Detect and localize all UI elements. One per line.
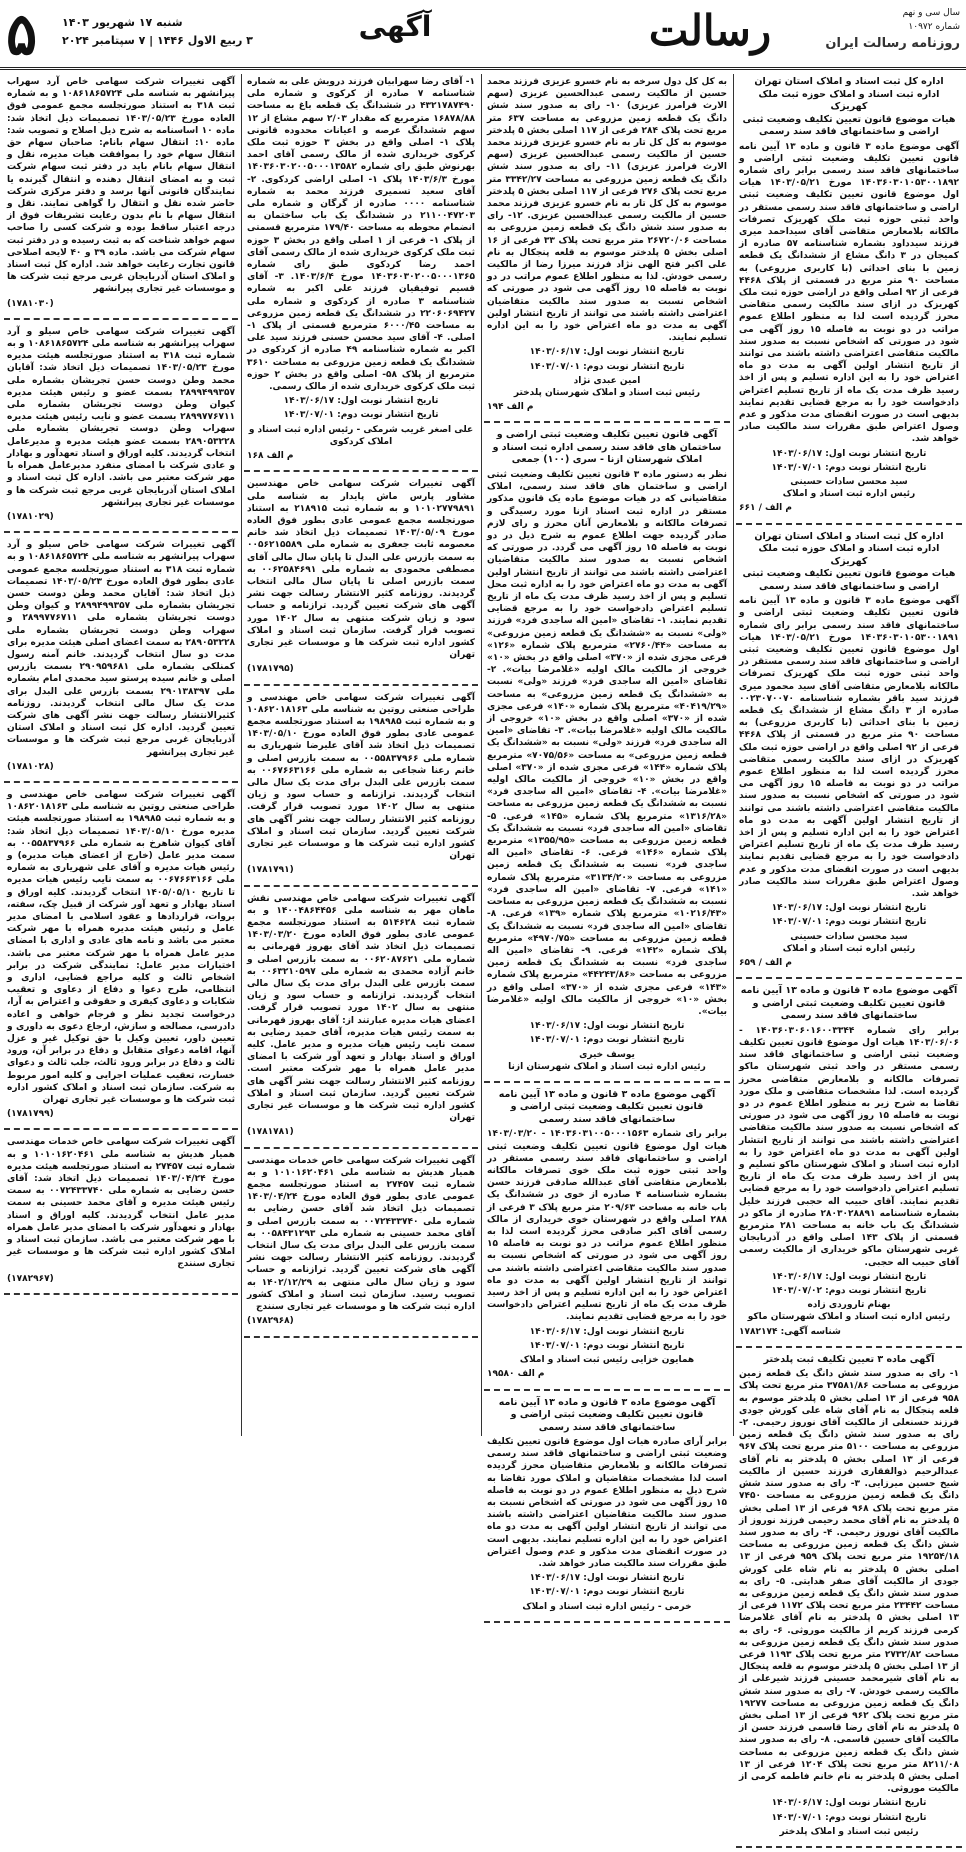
notice-code: (۱۷۸۲۹۶۸) bbox=[247, 1316, 294, 1327]
notice-body: برابر آرای صادره هیات اول موضوع قانون تعیین تکلیف وضعیت ثبتی اراضی و ساختمانهای فاقد سند رسمی تصرفات مالکانه و بلامعارض متقاضیان محرز گردیده است لذا مشخصات متقاضیان و املاک مورد تقاضا به شرح ذیل به منظور اطلاع عموم در دو نوبت به فاصله ۱۵ روز آگهی می شود در صورتی که اشخاص نسبت به صدور سند مالکیت متقاضیان اعتراضی داشته باشند می توانند از تاریخ انتشار اولین آگهی به مدت دو ماه اعتراض خود را به این اداره تسلیم نمایند. بدیهی است در صورت انقضای مدت مذکور و عدم وصول اعتراض طبق مقررات سند مالکیت صادر خواهد شد. bbox=[487, 1437, 727, 1570]
notice-body: برابر رای شماره ۱۴۰۳۶۰۳۰۶۰۱۶۰۰۳۳۴۴ - ۱۴۰۳/۰۶/۰۶ هیات اول موضوع قانون تعیین تکلیف وضعیت ثبتی اراضی و ساختمانهای فاقد سند رسمی مستقر در واحد ثبتی شهرستان ماکو تصرفات مالکانه و بلامعارض متقاضی محرز گردیده است. لذا مشخصات متقاضی و ملک مورد تقاضا به شرح زیر به منظور اطلاع عموم در دو نوبت به فاصله ۱۵ روز آگهی می شود در صورتی که اشخاص نسبت به صدور سند مالکیت متقاضی اعتراضی داشته باشند می توانند از تاریخ انتشار اولین آگهی به مدت دو ماه اعتراض خود را به اداره ثبت اسناد و املاک شهرستان ماکو تسلیم و پس از اخذ رسید ظرف مدت یک ماه از تاریخ تسلیم اعتراض دادخواست خود را به مرجع قضایی تقدیم نمایند. آقای حبیب اله حجبی فرزند خلیل بشماره شناسنامه ۲۸۰۳۰۲۸۸۹۱ صادره از ماکو در ششدانگ یک باب خانه به مساحت ۲۸۱ مترمربع قسمتی از پلاک ۱۴۳ اصلی واقع در آذربایجان غربی شهرستان ماکو خریداری از مالکیت رسمی آقای حبیب اله حجبی. bbox=[739, 1025, 959, 1268]
notice-body: آگهی موضوع ماده ۳ قانون و ماده ۱۳ آیین نامه قانون تعیین تکلیف وضعیت ثبتی اراضی و ساختمانهای فاقد سند رسمی برابر رای شماره ۱۴۰۳۶۰۳۰۱۰۵۳۰۰۱۸۹۱ مورخ ۱۴۰۳/۰۵/۲۱ هیات اول موضوع قانون تعیین تکلیف وضعیت ثبتی اراضی و ساختمانهای فاقد سند رسمی مستقر در واحد ثبتی حوزه ثبت ملک کهریزک تصرفات مالکانه بلامعارض متقاضی آقای سید محمود میری فرزند سید باقر بشماره شناسنامه ۰۰۲۳۰۷۰۰۷۰ صادره از ۳ دانگ مشاع از ششدانگ یک قطعه زمین با بنای احداثی (با کاربری مزروعی) به مساحت ۹۰ متر مربع در قسمتی از پلاک ۴۴۶۸ فرعی از ۹۲ اصلی واقع در اراضی حوزه ثبت ملک کهریزک در ازای سند مالکیت رسمی متقاضی محرز گردیده است لذا به منظور اطلاع عموم مراتب در دو نوبت به فاصله ۱۵ روز آگهی می شود در صورتی که اشخاص نسبت به صدور سند مالکیت متقاضی اعتراضی داشته باشند می توانند از تاریخ انتشار اولین آگهی به مدت دو ماه اعتراض خود را به این اداره تسلیم و پس از اخذ رسید ظرف مدت یک ماه از تاریخ تسلیم اعتراض دادخواست خود را به مرجع قضایی تقدیم نمایند بدیهی است در صورت انقضای مدت مذکور و عدم وصول اعتراض طبق مقررات سند مالکیت صادر خواهد شد. bbox=[739, 596, 959, 899]
notice-separator bbox=[4, 1293, 238, 1295]
publish-date-1: تاریخ انتشار نوبت اول: ۱۴۰۳/۰۶/۱۷ bbox=[529, 1326, 685, 1337]
notice-code: (۱۷۸۱۰۲۸) bbox=[7, 761, 54, 772]
notice-body: برابر رای شماره ۱۴۰۳۶۰۳۱۰۰۵۰۰۰۱۵۶۳ - ۱۴۰۳/۰۳/۲۰ هیات اول موضوع قانون تعیین تکلیف وضعیت ثبتی اراضی و ساختمانهای فاقد سند رسمی مستقر در واحد ثبتی حوزه ثبت ملک خوی تصرفات مالکانه بلامعارض متقاضی آقای عبدالله صادقی فرزند حسن بشماره شناسنامه ۴ صادره از خوی در ششدانگ یک باب خانه به مساحت ۲۰۹/۶۳ متر مربع پلاک ۳ فرعی از ۲۸۸ اصلی واقع در شهرستان خوی خریداری از مالک رسمی آقای اکبر صادقی محرز گردیده است لذا به منظور اطلاع عموم مراتب در دو نوبت به فاصله ۱۵ روز آگهی می شود در صورتی که اشخاص نسبت به صدور سند مالکیت متقاضی اعتراضی داشته باشند می توانند از تاریخ انتشار اولین آگهی به مدت دو ماه اعتراض خود را به این اداره تسلیم و پس از اخذ رسید ظرف مدت یک ماه از تاریخ تسلیم اعتراض دادخواست خود را به مرجع قضایی تقدیم نمایند. bbox=[487, 1129, 727, 1323]
page-number: ۵ bbox=[6, 0, 38, 68]
notice-signature: خرمی - رئیس اداره ثبت اسناد و املاک bbox=[522, 1601, 692, 1612]
legal-notice bbox=[736, 529, 962, 974]
volume-line: سال سی و نهم bbox=[902, 8, 960, 18]
notice-separator bbox=[484, 1621, 730, 1623]
notice-code: م الف ۱۶۸ bbox=[247, 451, 294, 462]
notice-separator bbox=[244, 885, 478, 887]
publish-date-1: تاریخ انتشار نوبت اول: ۱۴۰۳/۰۶/۱۷ bbox=[529, 1573, 685, 1584]
notice-code: (۱۷۸۱۰۲۹) bbox=[7, 511, 54, 522]
legal-notice bbox=[484, 427, 730, 1076]
notice-code: م الف ۱۹۴ bbox=[487, 402, 534, 413]
legal-notice bbox=[4, 537, 238, 777]
publish-date-2: تاریخ انتشار نوبت دوم: ۱۴۰۳/۰۷/۰۱ bbox=[771, 917, 927, 928]
notice-code: (۱۷۸۱۷۹۵) bbox=[247, 664, 294, 675]
notice-body: آگهی تغییرات شرکت سهامی خاص مهندسی نقش ماهان مهر به شناسه ملی ۱۴۰۰۴۸۶۴۴۵۶ و به شماره ثبت ۵۱۴۶۲۸ به استناد صورتجلسه مجمع عمومی عادی بطور فوق العاده مورخ ۱۴۰۳/۰۳/۲۰ تصمیمات ذیل اتخاذ شد آقای بهروز قهرمانی به شماره ملی ۰۰۶۲۰۸۷۶۲۱ به سمت بازرس اصلی و خانم آزاده محمدی به شماره ملی ۰۰۶۳۲۱۰۵۹۷ به سمت بازرس علی البدل برای مدت یک سال مالی انتخاب گردیدند. ترازنامه و حساب سود و زیان منتهی به سال ۱۴۰۲ مورد تصویب قرار گرفت. اعضای هیات مدیره عبارتند از: آقای بهروز قهرمانی به سمت رئیس هیات مدیره، آقای حمید رضایی به سمت نایب رئیس هیات مدیره و مدیر عامل. کلیه اوراق و اسناد بهادار و تعهد آور شرکت با امضای مدیر عامل همراه با مهر شرکت معتبر است. روزنامه کثیر الانتشار رسالت جهت نشر آگهی های شرکت تعیین گردید. سازمان ثبت اسناد و املاک کشور اداره ثبت شرکت ها و موسسات غیر تجاری تهران bbox=[247, 893, 476, 1124]
notice-separator bbox=[736, 523, 962, 525]
notice-separator bbox=[244, 1336, 478, 1338]
column-divider bbox=[733, 74, 734, 1436]
legal-notice bbox=[484, 1395, 730, 1617]
notice-body: آگهی تغییرات شرکت سهامی خاص خدمات مهندسی همیار هدیش به شناسه ملی ۱۰۱۰۱۶۲۰۴۶۱ و به شماره ثبت ۲۷۴۵۷ به استناد صورتجلسه هیئت مدیره مورخ ۱۴۰۳/۰۴/۲۴ تصمیمات ذیل اتخاذ شد: آقای حسن رضایی به شماره ملی ۰۰۷۲۴۳۳۷۴۰ به سمت رئیس هیئت مدیره و آقای محمد حسینی به سمت مدیر عامل انتخاب گردیدند. کلیه اوراق و اسناد بهادار و تعهدآور شرکت با امضای مدیر عامل همراه با مهر شرکت معتبر می باشد. سازمان ثبت اسناد و املاک کشور اداره ثبت شرکت ها و موسسات غیر تجاری سنندج bbox=[7, 1137, 236, 1270]
notice-code: م الف / ۶۶۱ bbox=[739, 503, 792, 514]
legal-notice bbox=[736, 983, 962, 1342]
notice-code: (۱۷۸۲۹۶۷) bbox=[7, 1273, 54, 1284]
notice-body: آگهی تغییرات شرکت سهامی خاص مهندسی و طراحی صنعتی روتین به شناسه ملی ۱۰۸۶۲۰۱۸۱۶۳ و به شماره ثبت ۱۹۸۹۸۵ به استناد صورتجلسه هیئت مدیره مورخ ۱۴۰۳/۰۵/۱۰ تصمیمات ذیل اتخاذ شد: آقای کیوان شاهرخ به شماره ملی ۰۰۵۵۸۳۷۹۶۶ به سمت مدیر عامل (خارج از اعضای هیات مدیره) و رئیس هیات مدیره و آقای علی شهریاری به شماره ملی ۰۰۶۷۶۶۳۱۶۶ به سمت نایب رئیس هیات مدیره تا تاریخ ۱۴۰۵/۰۵/۱۰ انتخاب گردیدند. کلیه اوراق و اسناد بهادار و تعهد آور شرکت از قبیل چک، سفته، بروات، قراردادها و عقود اسلامی با امضای مدیر عامل و رئیس هیئت مدیره همراه با مهر شرکت معتبر می باشد و نامه های عادی و اداری با امضای مدیر عامل همراه با مهر شرکت معتبر می باشد. اختیارات مدیر عامل: نمایندگی شرکت در برابر اشخاص ثالث و کلیه مراجع قضایی، اداری و انتظامی، طرح دعوا و دفاع از دعاوی و تعقیب شکایات و دعاوی کیفری و حقوقی و اعتراض به آرا، درخواست تجدید نظر و فرجام خواهی و اعاده دادرسی، مصالحه و سازش، ارجاع دعوی به داوری و تعیین داور، تعیین وکیل با حق توکیل غیر و عزل آنها، اقامه دعوای متقابل و دفاع در برابر آن، ورود ثالث و دفاع در برابر ورود ثالث، جلب ثالث و دعوای خسارت، تعقیب عملیات اجرایی و کلیه امور مربوط به شرکت. سازمان ثبت اسناد و املاک کشور اداره ثبت شرکت ها و موسسات غیر تجاری تهران bbox=[7, 789, 235, 1106]
column-divider bbox=[241, 74, 242, 1436]
notice-title: آگهی قانون تعیین تکلیف وضعیت ثبتی اراضی و ساختمان های فاقد سند رسمی اداره ثبت اسناد و املاک شهرستان ازنا - سری (۱۰۰) جمعی bbox=[492, 429, 722, 466]
notice-title: آگهی موضوع ماده ۳ قانون و ماده ۱۳ آیین نامه قانون تعیین تکلیف وضعیت ثبتی اراضی و ساختمانهای فاقد سند رسمی bbox=[740, 985, 958, 1022]
notice-code: (۱۷۸۱۰۳۰) bbox=[7, 298, 54, 309]
notice-code: م الف ۱۹۵۸۰ bbox=[487, 1369, 545, 1380]
notice-title: اداره کل ثبت اسناد و املاک استان تهران اداره ثبت اسناد و املاک حوزه ثبت ملک کهریزک هیات موضوع قانون تعیین تکلیف وضعیت ثبتی اراضی و ساختمانهای فاقد سند رسمی bbox=[742, 530, 956, 592]
legal-notice bbox=[4, 74, 238, 314]
notice-code: شناسه آگهی: ۱۷۸۲۱۷۴ bbox=[739, 1326, 841, 1337]
notice-signature: سید محسن سادات حسینی رئیس اداره ثبت اسناد و املاک bbox=[782, 931, 916, 954]
notice-separator bbox=[4, 781, 238, 783]
notice-body: آگهی تغییرات شرکت سهامی خاص آرد سهراب پیرانشهر به شناسه ملی ۱۰۸۶۱۸۶۵۷۲۴ و به شماره ثبت ۳۱۸ به استناد صورتجلسه مجمع عمومی فوق العاده مورخ ۱۴۰۳/۰۵/۲۳ تصمیمات ذیل اتخاذ شد: ماده ۱۰ اساسنامه به شرح ذیل اصلاح و تصویب شد: ماده ۱۰: انتقال سهام بانام: صاحبان سهام حق انتقال سهام خود را بموافقت هیات مدیره، نقل و انتقال سهام بانام باید در دفتر ثبت سهام شرکت ثبت و به امضای انتقال دهنده و انتقال گیرنده یا نمایندگان قانونی آنها برسد و دفتر مرکزی شرکت حاضر شده نقل و انتقال را گواهی نمایند. نقل و انتقال سهام با نام بدون رعایت تشریفات فوق از درجه اعتبار ساقط بوده و شرکت کسی را صاحب سهم خواهد شناخت که به ثبت رسیده و در دفتر ثبت سهام شرکت می باشد. ماده ۳۹ و ۴۰ لایحه اصلاحی قانون تجارت رعایت خواهد شد. اداره کل ثبت اسناد و املاک استان آذربایجان غربی مرجع ثبت شرکت ها و موسسات غیر تجاری پیرانشهر bbox=[7, 77, 236, 295]
legal-notice bbox=[484, 74, 730, 417]
notice-separator bbox=[736, 1846, 962, 1848]
notice-separator bbox=[244, 684, 478, 686]
newspaper-logo: رسالت bbox=[648, 6, 772, 55]
notice-body: نظر به دستور ماده ۳ قانون تعیین تکلیف وضعیت ثبتی اراضی و ساختمان های فاقد سند رسمی، املاک متقاضیانی که در هیات موضوع ماده یک قانون مذکور مستقر در اداره ثبت اسناد ازنا مورد رسیدگی و تصرفات مالکانه و بلامعارض آنان محرز و رای لازم صادر گردیده جهت اطلاع عموم به شرح ذیل در دو نوبت به فاصله ۱۵ روز آگهی می گردد. در صورتی که اشخاص نسبت به صدور سند مالکیت متقاضیان اعتراضی داشته باشند می توانند از تاریخ انتشار اولین آگهی به مدت دو ماه اعتراض خود را به اداره ثبت محل تسلیم و پس از اخذ رسید ظرف مدت یک ماه از تاریخ تسلیم اعتراض دادخواست خود را به مرجع قضایی تقدیم نمایند. ۱- تقاضای «امین اله ساجدی فرد» فرزند «ولی» نسبت به «ششدانگ یک قطعه زمین مزروعی» به مساحت «۲۷۶۰/۴۴» مترمربع پلاک شماره «۱۲۶» فرعی مجزی شده از «۳۷۰» اصلی واقع در بخش «۱۰» خروجی از مالکیت مالک اولیه «غلامرضا بیات». ۲- تقاضای «امین اله ساجدی فرد» فرزند «ولی» نسبت به «ششدانگ یک قطعه زمین مزروعی» به مساحت «۴۰۴۱۹/۲۹» مترمربع پلاک شماره «۱۴۰» فرعی مجزی شده از «۳۷۰» اصلی واقع در بخش «۱۰» خروجی از مالکیت مالک اولیه «غلامرضا بیات». ۳- تقاضای «امین اله ساجدی فرد» فرزند «ولی» نسبت به «ششدانگ یک قطعه زمین مزروعی» به مساحت «۷۰۷۵/۵۶» مترمربع پلاک شماره «۱۴۴» فرعی مجزی شده از «۳۷۰» اصلی واقع در بخش «۱۰» خروجی از مالکیت مالک اولیه «غلامرضا بیات». ۴- تقاضای «امین اله ساجدی فرد» نسبت به ششدانگ یک قطعه زمین مزروعی به مساحت «۱۳۱۶/۲۸» مترمربع پلاک شماره «۱۴۵» فرعی. ۵- تقاضای «امین اله ساجدی فرد» نسبت به ششدانگ یک قطعه زمین مزروعی به مساحت «۱۳۵۵/۹۵» مترمربع پلاک شماره «۱۴۶» فرعی. ۶- تقاضای «امین اله ساجدی فرد» نسبت به ششدانگ یک قطعه زمین مزروعی به مساحت «۳۱۳۴/۲۰» مترمربع پلاک شماره «۱۴۱» فرعی. ۷- تقاضای «امین اله ساجدی فرد» نسبت به ششدانگ یک قطعه زمین مزروعی به مساحت «۱۰۲۱۶/۴۳» مترمربع پلاک شماره «۱۳۹» فرعی. ۸- تقاضای «امین اله ساجدی فرد» نسبت به ششدانگ یک قطعه زمین مزروعی به مساحت «۴۹۷۰/۷۵» مترمربع پلاک شماره «۱۴۲» فرعی. ۹- تقاضای «امین اله ساجدی فرد» نسبت به ششدانگ یک قطعه زمین مزروعی به مساحت «۴۴۲۴۳/۸۶» مترمربع پلاک شماره «۱۴۳» فرعی مجزی شده از «۳۷۰» اصلی واقع در بخش «۱۰» خروجی از مالکیت مالک اولیه «غلامرضا بیات». bbox=[487, 469, 728, 1017]
notice-body: آگهی تغییرات شرکت سهامی خاص سیلو و آرد سهراب پیرانشهر به شناسه ملی ۱۰۸۶۱۸۶۵۷۲۴ و به شماره ثبت ۳۱۸ به استناد صورتجلسه هیئت مدیره مورخ ۱۴۰۳/۰۵/۲۳ تصمیمات ذیل اتخاذ شد: آقایان محمد وطن دوست حسن تجریشان بشماره ملی ۲۸۹۹۴۹۹۳۵۷ بسمت عضو و رئیس هیئت مدیره کیوان وطن دوست تجریشان بشماره ملی ۲۸۹۹۷۷۶۷۱۱ بسمت عضو و نایب رئیس هیئت مدیره سهراب وطن دوست تجریشان بشماره ملی ۲۸۹۰۵۳۲۲۸ بسمت عضو هیئت مدیره و مدیرعامل انتخاب گردیدند. کلیه اوراق و اسناد تعهدآور و بهادار و عادی شرکت با امضای منفرد مدیرعامل همراه با مهر شرکت معتبر می باشد. اداره کل ثبت اسناد و املاک استان آذربایجان غربی مرجع ثبت شرکت ها و موسسات غیر تجاری پیرانشهر bbox=[7, 326, 236, 508]
publish-date-2: تاریخ انتشار نوبت دوم: ۱۴۰۳/۰۷/۰۱ bbox=[529, 1035, 685, 1046]
masthead bbox=[0, 0, 966, 70]
notice-separator bbox=[244, 470, 478, 472]
publish-date-2: تاریخ انتشار نوبت دوم: ۱۴۰۳/۰۷/۰۱ bbox=[529, 1340, 685, 1351]
notice-title: آگهی ماده ۳ تعیین تکلیف ثبت پلدختر bbox=[763, 1353, 935, 1365]
date-hijri-gregorian: ۳ ربیع الاول ۱۴۴۶ | ۷ سپتامبر ۲۰۲۴ bbox=[62, 34, 253, 47]
notice-body: آگهی موضوع ماده ۳ قانون و ماده ۱۳ آیین نامه قانون تعیین تکلیف وضعیت ثبتی اراضی و ساختمانهای فاقد سند رسمی برابر رای شماره ۱۴۰۳۶۰۳۰۱۰۵۳۰۰۱۸۹۲ مورخ ۱۴۰۳/۰۵/۲۱ هیات اول موضوع قانون تعیین تکلیف وضعیت ثبتی اراضی و ساختمانهای فاقد سند رسمی مستقر در واحد ثبتی حوزه ثبت ملک کهریزک تصرفات مالکانه بلامعارض متقاضی آقای سیداحمد میری فرزند سیدداود بشماره شناسنامه ۵۷ صادره از کمیجان در ۳ دانگ مشاع از ششدانگ یک قطعه زمین با بنای احداثی (با کاربری مزروعی) به مساحت ۹۰ متر مربع در قسمتی از پلاک ۴۴۶۸ فرعی از ۹۲ اصلی واقع در اراضی حوزه ثبت ملک کهریزک در ازای سند مالکیت رسمی متقاضی محرز گردیده است لذا به منظور اطلاع عموم مراتب در دو نوبت به فاصله ۱۵ روز آگهی می شود در صورتی که اشخاص نسبت به صدور سند مالکیت متقاضی اعتراضی داشته باشند می توانند از تاریخ انتشار اولین آگهی به مدت دو ماه اعتراض خود را به این اداره تسلیم و پس از اخذ رسید ظرف مدت یک ماه از تاریخ تسلیم اعتراض دادخواست خود را به مرجع قضایی تقدیم نمایند بدیهی است در صورت انقضای مدت مذکور و عدم وصول اعتراض طبق مقررات سند مالکیت صادر خواهد شد. bbox=[739, 141, 959, 445]
notice-body: به کل کل دول سرخه به نام خسرو عزیزی فرزند محمد حسین از مالکیت رسمی عبدالحسین عزیزی (سهم الارث فرامرز عزیزی) ۱۰- رای به صدور سند شش دانگ یک قطعه زمین مزروعی به مساحت ۶۳۷ متر مربع تحت پلاک ۲۸۴ فرعی از ۱۱۷ اصلی بخش ۵ پلدختر موسوم به کل کل تار به نام خسرو عزیزی فرزند محمد حسین از مالکیت رسمی عبدالحسین عزیزی (سهم الارث فرامرز عزیزی) ۱۱- رای به صدور سند شش دانگ یک قطعه زمین مزروعی به مساحت ۳۳۴۲/۲۷ متر مربع تحت پلاک ۲۷۶ فرعی از ۱۱۷ اصلی بخش ۵ پلدختر موسوم به کل کل تار به نام خسرو عزیزی فرزند محمد حسین از مالکیت رسمی عبدالحسین عزیزی. ۱۲- رای به صدور سند شش دانگ یک قطعه زمین مزروعی به مساحت ۲۶۷۲۰/۰۶ متر مربع تحت پلاک ۳۳ فرعی از ۱۶ اصلی بخش ۵ پلدختر موسوم به قلعه پنجکال به نام علی اکبر فتح الهی نژاد فرزند میرزا رضا از مالکیت رسمی خودش. لذا به منظور اطلاع عموم مراتب در دو نوبت به فاصله ۱۵ روز آگهی می شود در صورتی که اشخاص نسبت به صدور سند مالکیت متقاضیان اعتراضی داشته باشند می توانند از تاریخ انتشار اولین آگهی به مدت دو ماه اعتراض خود را به این اداره تسلیم نمایند. bbox=[487, 77, 728, 344]
publish-date-1: تاریخ انتشار نوبت اول: ۱۴۰۳/۰۶/۱۷ bbox=[771, 903, 927, 914]
notice-body: آگهی تغییرات شرکت سهامی خاص مهندسی و طراحی صنعتی روتین به شناسه ملی ۱۰۸۶۲۰۱۸۱۶۳ و به شماره ثبت ۱۹۸۹۸۵ به استناد صورتجلسه مجمع عمومی عادی بطور فوق العاده مورخ ۱۴۰۳/۰۵/۱۰ تصمیمات ذیل اتخاذ شد آقای علیرضا شهریاری به شماره ملی ۰۰۵۵۸۳۷۹۶۶ به سمت بازرس اصلی و خانم رعنا شجاعی به شماره ملی ۰۰۶۷۶۶۳۱۶۶ به سمت بازرس علی البدل برای مدت یک سال مالی انتخاب گردیدند. ترازنامه و حساب سود و زیان منتهی به سال ۱۴۰۲ مورد تصویب قرار گرفت. روزنامه کثیر الانتشار رسالت جهت نشر آگهی های شرکت تعیین گردید. سازمان ثبت اسناد و املاک کشور اداره ثبت شرکت ها و موسسات غیر تجاری تهران bbox=[247, 692, 475, 862]
publish-date-1: تاریخ انتشار نوبت اول: ۱۴۰۳/۰۶/۱۷ bbox=[529, 1021, 685, 1032]
legal-notice bbox=[244, 891, 478, 1143]
notice-title: آگهی موضوع ماده ۳ قانون و ماده ۱۳ آیین نامه قانون تعیین تکلیف وضعیت ثبتی اراضی و ساختمانهای فاقد سند رسمی bbox=[498, 1396, 716, 1433]
masthead-brand: روزنامه رسالت ایران bbox=[825, 36, 960, 51]
column-1 bbox=[736, 74, 962, 1852]
masthead-info bbox=[850, 6, 960, 34]
notice-body: آگهی تغییرات شرکت سهامی خاص مهندسین مشاور پارس ماش پایدار به شناسه ملی ۱۰۱۰۲۷۷۹۸۹۱ و به شماره ثبت ۲۱۸۹۱۵ به استناد صورتجلسه مجمع عمومی عادی بطور فوق العاده مورخ ۱۴۰۳/۰۵/۰۹ تصمیمات ذیل اتخاذ شد خانم معصومه ثابت جعفری به شماره ملی ۰۰۵۶۲۱۵۵۸۹ به سمت بازرس علی البدل تا پایان سال مالی آقای مصطفی محمودی به شماره ملی ۰۰۶۲۵۸۴۶۹۱ به سمت بازرس اصلی تا پایان سال مالی انتخاب گردیدند. روزنامه کثیر الانتشار رسالت جهت نشر آگهی های شرکت تعیین گردید. ترازنامه و حساب سود و زیان شرکت منتهی به سال ۱۴۰۲ مورد تصویب قرار گرفت. سازمان ثبت اسناد و املاک کشور اداره ثبت شرکت ها و موسسات غیر تجاری تهران bbox=[247, 479, 476, 661]
publish-date-1: تاریخ انتشار نوبت اول: ۱۴۰۳/۰۶/۱۷ bbox=[771, 448, 927, 459]
notice-code: (۱۷۸۱۷۹۱) bbox=[247, 865, 294, 876]
notice-separator bbox=[4, 318, 238, 320]
legal-notice bbox=[736, 1352, 962, 1842]
notice-separator bbox=[736, 977, 962, 979]
publish-date-1: تاریخ انتشار نوبت اول: ۱۴۰۳/۰۶/۱۷ bbox=[283, 396, 439, 407]
column-2 bbox=[484, 74, 730, 1627]
issue-line: شماره ۱۰۹۷۲ bbox=[908, 22, 960, 32]
notice-signature: امین عبدی نژاد رئیس ثبت اسناد و املاک شهرستان پلدختر bbox=[513, 375, 701, 399]
publish-date-2: تاریخ انتشار نوبت دوم: ۱۴۰۳/۰۷/۰۱ bbox=[771, 1812, 927, 1823]
notice-separator bbox=[484, 1389, 730, 1391]
notice-signature: علی اصغر غریب شرمکی - رئیس اداره ثبت اسناد و املاک کردکوی bbox=[248, 424, 474, 447]
notice-code: (۱۷۸۱۷۸۱) bbox=[247, 1127, 294, 1138]
legal-notice bbox=[484, 1087, 730, 1385]
column-3 bbox=[244, 74, 478, 1342]
notice-separator bbox=[484, 421, 730, 423]
notice-signature: یوسف خیری رئیس اداره ثبت اسناد و املاک شهرستان ازنا bbox=[508, 1049, 706, 1072]
legal-notice bbox=[244, 1153, 478, 1332]
notice-separator bbox=[4, 1128, 238, 1130]
publish-date-1: تاریخ انتشار نوبت اول: ۱۴۰۳/۰۶/۱۷ bbox=[771, 1798, 927, 1809]
notice-signature: بهنام تاروردی زاده رئیس اداره ثبت اسناد و املاک شهرستان ماکو bbox=[747, 1300, 951, 1323]
notice-title: اداره کل ثبت اسناد و املاک استان تهران اداره ثبت اسناد و املاک حوزه ثبت ملک کهریزک هیات موضوع قانون تعیین تکلیف وضعیت ثبتی اراضی و ساختمانهای فاقد سند رسمی bbox=[742, 76, 956, 137]
notice-body: ۱- رای به صدور سند شش دانگ یک قطعه زمین مزروعی به مساحت ۳۷۵۸۱/۸۶ متر مربع تحت پلاک ۹۵۸ فرعی از ۱۳ اصلی بخش ۵ پلدختر موسوم به قلعه پنجکال به نام آقای شاه علی کورش جودی فرزند حسنعلی از مالکیت آقای نوروز رحیمی. ۲- رای به صدور سند شش دانگ یک قطعه زمین مزروعی به مساحت ۵۱۰۰ متر مربع تحت پلاک ۹۶۷ فرعی از ۱۳ اصلی بخش ۵ پلدختر به نام آقای عبدالرحیم ذوالفقاری فرزند حسین از مالکیت شیخ حسین میرزایی. ۳- رای به صدور سند شش دانگ یک قطعه زمین مزروعی به مساحت ۷۴۵۰ متر مربع تحت پلاک ۹۶۸ فرعی از ۱۳ اصلی بخش ۵ پلدختر به نام آقای محمد رحیمی فرزند نوروز از مالکیت آقای نوروز رحیمی. ۴- رای به صدور سند شش دانگ یک قطعه زمین مزروعی به مساحت ۱۹۲۵۴/۱۸ متر مربع تحت پلاک ۹۵۹ فرعی از ۱۳ اصلی بخش ۵ پلدختر به نام شاه علی کورش جودی از مالکیت آقای صفر هدایتی. ۵- رای به صدور سند شش دانگ یک قطعه زمین مزروعی به مساحت ۲۳۴۴۲ متر مربع تحت پلاک ۱۱۷۲ فرعی از ۱۳ اصلی بخش ۵ پلدختر به نام آقای غلامرضا کرمی فرزند کریم از مالکیت موروثی. ۶- رای به صدور سند شش دانگ یک قطعه زمین مزروعی به مساحت ۲۷۳۲/۸۲ متر مربع تحت پلاک ۱۱۹۳ فرعی از ۱۳ اصلی بخش ۵ پلدختر موسوم به قلعه پنجکال به نام آقای شیرمحمد حسینی فرزند شیرعلی از مالکیت رسمی خودش. ۷- رای به صدور سند شش دانگ یک قطعه زمین مزروعی به مساحت ۱۹۲۷۷ متر مربع تحت پلاک ۹۶۲ فرعی از ۱۳ اصلی بخش ۵ پلدختر به نام آقای رضا قاسمی فرزند حسن از مالکیت آقای حسین قاسمی. ۸- رای به صدور سند شش دانگ یک قطعه زمین مزروعی به مساحت ۸۲۱۱/۰۸ متر مربع تحت پلاک ۱۲۰۴ فرعی از ۱۳ اصلی بخش ۵ پلدختر به نام خانم فاطمه کرمی از مالکیت موروثی. bbox=[739, 1369, 960, 1795]
notice-code: (۱۷۸۱۷۹۹) bbox=[7, 1109, 54, 1120]
column-divider bbox=[481, 74, 482, 1436]
legal-notice bbox=[244, 690, 478, 881]
notice-signature: همایون خزایی رئیس ثبت اسناد و املاک bbox=[519, 1355, 695, 1366]
notice-signature: سید محسن سادات حسینی رئیس اداره ثبت اسناد و املاک bbox=[782, 476, 916, 500]
notice-separator bbox=[736, 1346, 962, 1348]
publish-date-1: تاریخ انتشار نوبت اول: ۱۴۰۳/۰۶/۱۷ bbox=[771, 1271, 927, 1282]
legal-notice bbox=[244, 74, 478, 466]
legal-notice bbox=[244, 476, 478, 679]
notice-signature: رئیس ثبت اسناد و املاک پلدختر bbox=[779, 1826, 919, 1837]
notice-separator bbox=[484, 1081, 730, 1083]
notice-body: ۱- آقای رضا سهرابیان فرزند درویش علی به شماره شناسنامه ۷ صادره از کرکوی و شماره ملی ۴۳۲۱۷۸۷۴۹۰ در ششدانگ یک قطعه باغ به مساحت ۱۶۸۷۸/۸۸ مترمربع که مقدار ۲/۰۳ سهم مشاع از ۱۲ سهم ششدانگ عرصه و اعیانات محدوده قانونی پلاک ۱- اصلی واقع در بخش ۳ حوزه ثبت ملک کرکوی خریداری شده از مالک رسمی آقای احمد بهرنوش طبق رای شماره ۱۴۰۳۶۰۳۰۲۰۰۵۰۰۰۱۳۵۸۲ مورخ ۱۴۰۳/۶/۳ پلاک ۱- اصلی اراضی کردکوی. ۲- آقای سعید تسمیری فرزند محمد به شماره شناسنامه ۰۰۰۰ صادره از گرگان و شماره ملی ۲۱۱۰۰۴۷۲۰۳ در ششدانگ یک باب ساختمان به انضمام محوطه به مساحت ۱۷۹/۴۰ مترمربع قسمتی از پلاک ۱- فرعی از ۱ اصلی واقع در بخش ۳ حوزه ثبت ملک کرکوی خریداری شده از مالک رسمی آقای احمد رضا کردکوی طبق رای شماره ۱۴۰۳۶۰۳۰۲۰۰۵۰۰۰۱۳۶۵ مورخ ۱۴۰۳/۶/۴. ۳- آقای قسیم توفیقیان فرزند علی اکبر به شماره شناسنامه ۳ صادره از کردکوی و شماره ملی ۲۲۰۶۰۶۹۴۲۷ در ششدانگ یک قطعه زمین مزروعی به مساحت ۶۰۰۰/۴۵ مترمربع قسمتی از پلاک ۱- اصلی. ۴- آقای سید محسن حسنی فرزند سید علی اکبر به شماره شناسنامه ۴۹ صادره از کردکوی در ششدانگ یک قطعه زمین مزروعی به مساحت ۳۶۱۰ مترمربع از پلاک ۵۸- اصلی واقع در بخش ۲ حوزه ثبت ملک کرکوی خریداری شده از مالک رسمی. bbox=[247, 77, 476, 393]
publish-date-1: تاریخ انتشار نوبت اول: ۱۴۰۳/۰۶/۱۷ bbox=[529, 347, 685, 358]
legal-notice bbox=[4, 787, 238, 1124]
publish-date-2: تاریخ انتشار نوبت دوم: ۱۴۰۳/۰۷/۰۱ bbox=[771, 462, 927, 473]
publish-date-2: تاریخ انتشار نوبت دوم: ۱۴۰۳/۰۷/۰۲ bbox=[771, 1285, 927, 1296]
legal-notice bbox=[736, 74, 962, 519]
notice-separator bbox=[4, 531, 238, 533]
notice-body: آگهی تغییرات شرکت سهامی خاص سیلو و آرد سهراب پیرانشهر به شناسه ملی ۱۰۸۶۱۸۶۵۷۲۴ و به شماره ثبت ۳۱۸ به استناد صورتجلسه مجمع عمومی عادی بطور فوق العاده مورخ ۱۴۰۳/۰۵/۲۳ تصمیمات ذیل اتخاذ شد: آقایان محمد وطن دوست حسن تجریشان بشماره ملی ۲۸۹۹۴۹۹۳۵۷ و کیوان وطن دوست تجریشان بشماره ملی ۲۸۹۹۷۷۶۷۱۱ و سهراب وطن دوست تجریشان بشماره ملی ۲۸۹۰۵۳۲۲۸ به سمت اعضای اصلی هیئت مدیره برای مدت دو سال انتخاب گردیدند. خانم آمنه رسول کمنلکی بشماره ملی ۲۹۰۹۵۹۶۸۱ بسمت بازرس اصلی و خانم سیده پرستو سید محمدی امام بشماره ملی ۲۹۰۱۳۸۳۹۷ بسمت بازرس علی البدل برای مدت یک سال مالی انتخاب گردیدند. روزنامه کثیرالانتشار رسالت جهت نشر آگهی های شرکت تعیین گردید. اداره کل ثبت اسناد و املاک استان آذربایجان غربی مرجع ثبت شرکت ها و موسسات غیر تجاری پیرانشهر bbox=[7, 540, 236, 758]
section-title: آگهی bbox=[358, 10, 432, 43]
notice-body: آگهی تغییرات شرکت سهامی خاص خدمات مهندسی همیار هدیش به شناسه ملی ۱۰۱۰۱۶۲۰۴۶۱ و به شماره ثبت ۲۷۴۵۷ به استناد صورتجلسه مجمع عمومی عادی بطور فوق العاده مورخ ۱۴۰۳/۰۴/۲۴ تصمیمات ذیل اتخاذ شد آقای حسن رضایی به شماره ملی ۰۰۷۲۴۳۳۷۴۰ به سمت بازرس اصلی و آقای محمد حسینی به شماره ملی ۰۰۵۸۴۳۱۲۹۳ به سمت بازرس علی البدل برای مدت یک سال انتخاب گردیدند. روزنامه کثیر الانتشار رسالت جهت نشر آگهی های شرکت تعیین گردید. ترازنامه و حساب سود و زیان سال مالی منتهی به ۱۴۰۲/۱۲/۲۹ به تصویب رسید. سازمان ثبت اسناد و املاک کشور اداره ثبت شرکت ها و موسسات غیر تجاری سنندج bbox=[247, 1155, 476, 1313]
date-persian: شنبه ۱۷ شهریور ۱۴۰۳ bbox=[62, 16, 183, 29]
legal-notice bbox=[4, 324, 238, 527]
legal-notice bbox=[4, 1134, 238, 1288]
column-4 bbox=[4, 74, 238, 1299]
notice-separator bbox=[244, 1147, 478, 1149]
publish-date-2: تاریخ انتشار نوبت دوم: ۱۴۰۳/۰۷/۰۱ bbox=[529, 361, 685, 372]
publish-date-2: تاریخ انتشار نوبت دوم: ۱۴۰۳/۰۷/۰۱ bbox=[529, 1587, 685, 1598]
notice-code: م الف / ۶۵۹ bbox=[739, 957, 792, 968]
publish-date-2: تاریخ انتشار نوبت دوم: ۱۴۰۳/۰۷/۰۱ bbox=[283, 410, 439, 421]
notice-title: آگهی موضوع ماده ۳ قانون و ماده ۱۳ آیین نامه قانون تعیین تکلیف وضعیت ثبتی اراضی و ساختمانهای فاقد سند رسمی bbox=[498, 1088, 716, 1125]
